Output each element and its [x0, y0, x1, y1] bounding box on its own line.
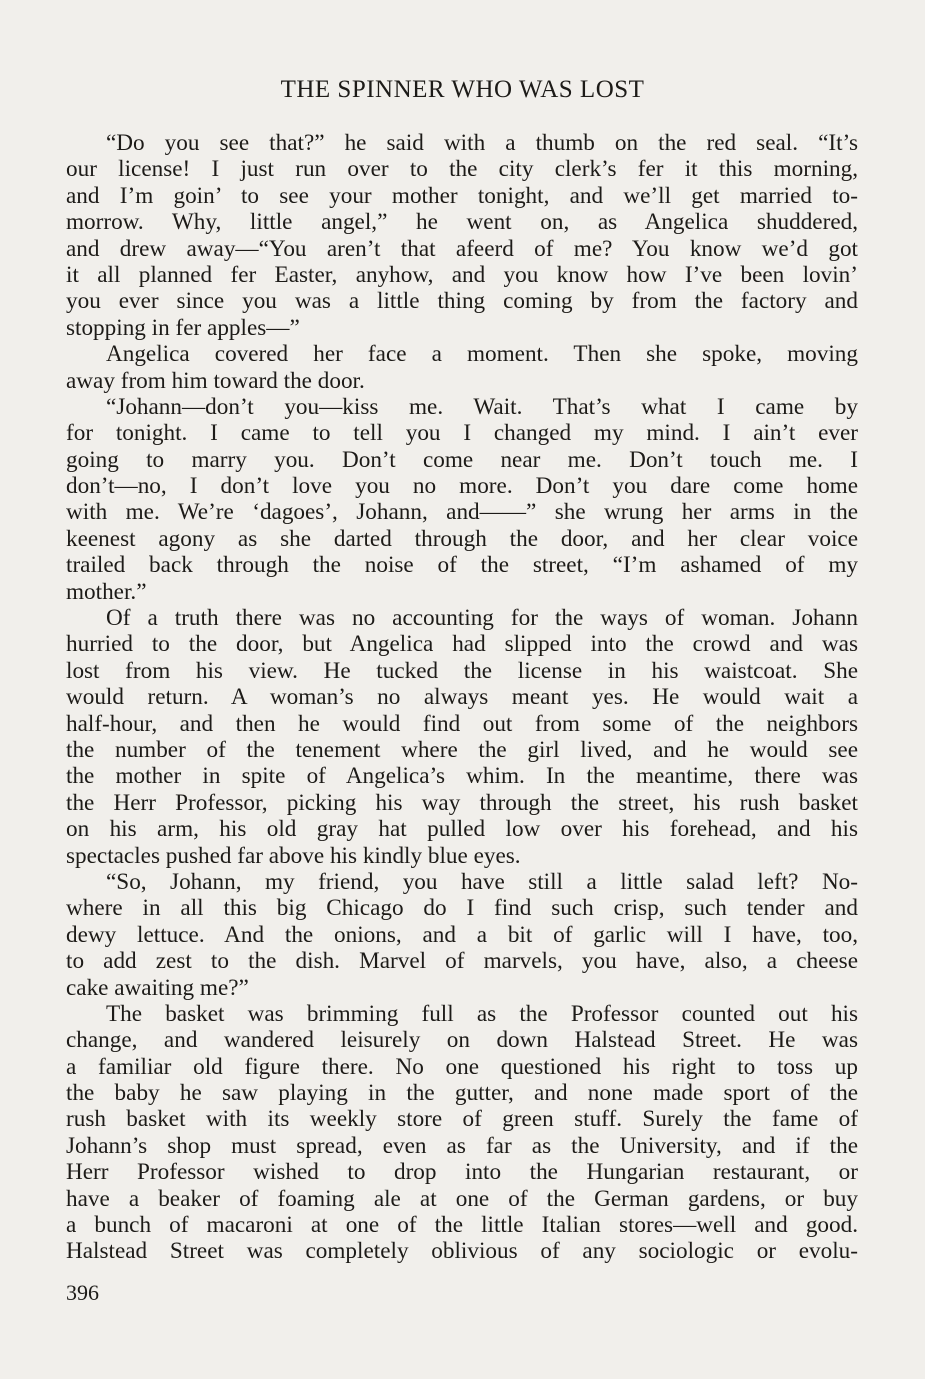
- text-line: “Do you see that?” he said with a thumb on the red seal. “It’s: [106, 130, 858, 156]
- text-line: hurried to the door, but Angelica had slipped into the crowd and was: [66, 631, 858, 658]
- text-line: a familiar old figure there. No one questioned his right to toss up: [66, 1053, 858, 1080]
- text-line: “So, Johann, my friend, you have still a little salad left? No-: [106, 868, 858, 895]
- text-line: half-hour, and then he would find out from some of the neighbors: [66, 710, 858, 737]
- text-line: stopping in fer apples—”: [66, 314, 300, 341]
- text-line: the number of the tenement where the girl lived, and he would see: [66, 736, 858, 763]
- text-line: and I’m goin’ to see your mother tonight, and we’ll get married to-: [66, 182, 858, 209]
- page-number: 396: [66, 1280, 99, 1305]
- text-line: “Johann—don’t you—kiss me. Wait. That’s what I came by: [106, 393, 858, 420]
- text-line: dewy lettuce. And the onions, and a bit of garlic will I have, too,: [66, 921, 858, 948]
- text-line: for tonight. I came to tell you I changed my mind. I ain’t ever: [66, 420, 858, 447]
- text-line: Johann’s shop must spread, even as far as the University, and if the: [66, 1132, 858, 1159]
- text-line: cake awaiting me?”: [66, 974, 249, 1001]
- text-line: spectacles pushed far above his kindly blue eyes.: [66, 842, 521, 869]
- text-line: rush basket with its weekly store of green stuff. Surely the fame of: [66, 1106, 858, 1133]
- text-line: a bunch of macaroni at one of the little Italian stores—well and good.: [66, 1212, 858, 1239]
- text-line: the baby he saw playing in the gutter, and none made sport of the: [66, 1080, 858, 1107]
- running-head: THE SPINNER WHO WAS LOST: [280, 76, 645, 103]
- text-line: going to marry you. Don’t come near me. Don’t touch me. I: [66, 446, 858, 473]
- text-line: would return. A woman’s no always meant yes. He would wait a: [66, 684, 858, 711]
- text-line: have a beaker of foaming ale at one of the German gardens, or buy: [66, 1185, 858, 1212]
- text-line: don’t—no, I don’t love you no more. Don’t you dare come home: [66, 473, 858, 500]
- text-line: lost from his view. He tucked the license in his waistcoat. She: [66, 657, 858, 684]
- text-line: the mother in spite of Angelica’s whim. In the meantime, there was: [66, 763, 858, 790]
- text-line: morrow. Why, little angel,” he went on, as Angelica shuddered,: [66, 209, 858, 236]
- text-line: Halstead Street was completely oblivious of any sociologic or evolu-: [66, 1238, 858, 1265]
- text-line: it all planned fer Easter, anyhow, and you know how I’ve been lovin’: [66, 261, 858, 288]
- text-line: change, and wandered leisurely on down Halstead Street. He was: [66, 1027, 858, 1054]
- text-line: our license! I just run over to the city clerk’s fer it this morning,: [66, 156, 858, 183]
- text-line: Of a truth there was no accounting for the ways of woman. Johann: [106, 605, 858, 632]
- text-line: away from him toward the door.: [66, 367, 365, 394]
- text-line: trailed back through the noise of the street, “I’m ashamed of my: [66, 552, 858, 579]
- text-line: you ever since you was a little thing coming by from the factory and: [66, 288, 858, 315]
- text-line: Angelica covered her face a moment. Then she spoke, moving: [106, 341, 858, 368]
- text-line: on his arm, his old gray hat pulled low over his forehead, and his: [66, 816, 858, 843]
- text-line: keenest agony as she darted through the door, and her clear voice: [66, 525, 858, 552]
- text-line: to add zest to the dish. Marvel of marvels, you have, also, a cheese: [66, 948, 858, 975]
- text-line: mother.”: [66, 578, 147, 605]
- text-line: with me. We’re ‘dagoes’, Johann, and——” she wrung her arms in the: [66, 499, 858, 526]
- text-line: the Herr Professor, picking his way through the street, his rush basket: [66, 789, 858, 816]
- body-text: [66, 130, 858, 1265]
- text-line: where in all this big Chicago do I find such crisp, such tender and: [66, 895, 858, 922]
- text-line: Herr Professor wished to drop into the Hungarian restaurant, or: [66, 1159, 858, 1186]
- text-line: The basket was brimming full as the Professor counted out his: [106, 1000, 858, 1027]
- text-line: and drew away—“You aren’t that afeerd of me? You know we’d got: [66, 235, 858, 262]
